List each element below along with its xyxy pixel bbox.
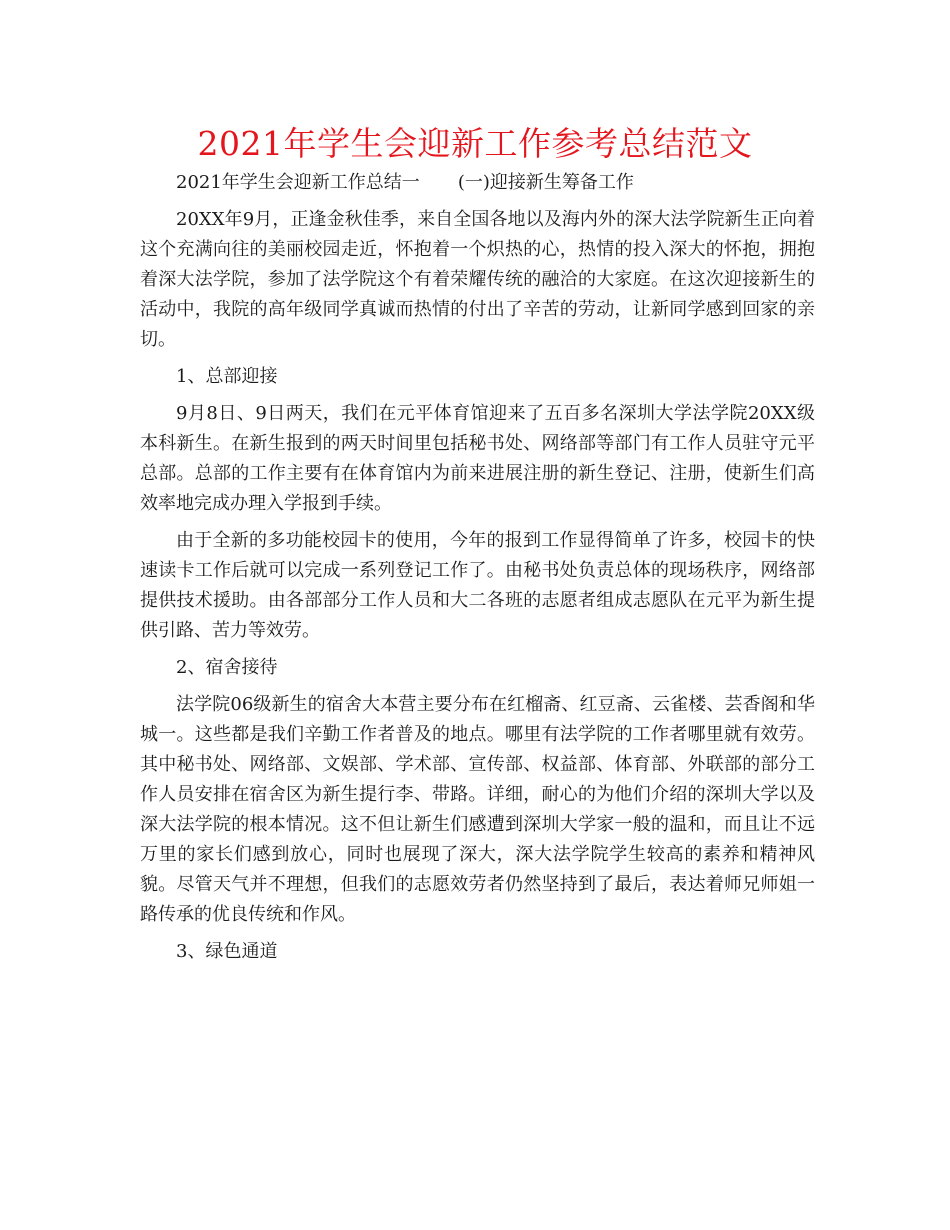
section-heading-dormitory: 2、宿舍接待 bbox=[176, 657, 278, 678]
document-title: 2021年学生会迎新工作参考总结范文 bbox=[197, 124, 753, 163]
paragraph-headquarters: 9月8日、9日两天，我们在元平体育馆迎来了五百多名深圳大学法学院20XX级本科新生。在新生报到的两天时间里包括秘书处、网络部等部门有工作人员驻守元平总部。总部的工作主要有在体育馆内为前来进展注册的新生登记、注册，使新生们高效率地完成办理入学报到手续。 bbox=[140, 403, 815, 514]
paragraph-campus-card: 由于全新的多功能校园卡的使用，今年的报到工作显得简单了许多，校园卡的快速读卡工作后就可以完成一系列登记工作了。由秘书处负责总体的现场秩序，网络部提供技术援助。由各部部分工作人员和大二各班的志愿者组成志愿队在元平为新生提供引路、苦力等效劳。 bbox=[140, 530, 815, 641]
intro-subheading: (一)迎接新生筹备工作 bbox=[457, 172, 634, 193]
paragraph-dormitory: 法学院06级新生的宿舍大本营主要分布在红榴斋、红豆斋、云雀楼、芸香阁和华城一。这些都是我们辛勤工作者普及的地点。哪里有法学院的工作者哪里就有效劳。其中秘书处、网络部、文娱部、学术部、宣传部、权益部、体育部、外联部的部分工作人员安排在宿舍区为新生提行李、带路。详细，耐心的为他们介绍的深圳大学以及深大法学院的根本情况。这不但让新生们感遭到深圳大学家一般的温和，而且让不远万里的家长们感到放心，同时也展现了深大，深大法学院学生较高的素养和精神风貌。尽管天气并不理想，但我们的志愿效劳者仍然坚持到了最后，表达着师兄师姐一路传承的优良传统和作风。 bbox=[140, 694, 815, 925]
intro-heading: 2021年学生会迎新工作总结一 bbox=[176, 172, 420, 193]
document-body bbox=[140, 168, 815, 974]
intro-line bbox=[140, 168, 815, 198]
paragraph-opening: 20XX年9月，正逢金秋佳季，来自全国各地以及海内外的深大法学院新生正向着这个充满向往的美丽校园走近，怀抱着一个炽热的心，热情的投入深大的怀抱，拥抱着深大法学院，参加了法学院这个有着荣耀传统的融洽的大家庭。在这次迎接新生的活动中，我院的高年级同学真诚而热情的付出了辛苦的劳动，让新同学感到回家的亲切。 bbox=[140, 209, 815, 350]
section-heading-green-channel: 3、绿色通道 bbox=[176, 941, 278, 962]
section-heading-headquarters: 1、总部迎接 bbox=[176, 366, 278, 387]
